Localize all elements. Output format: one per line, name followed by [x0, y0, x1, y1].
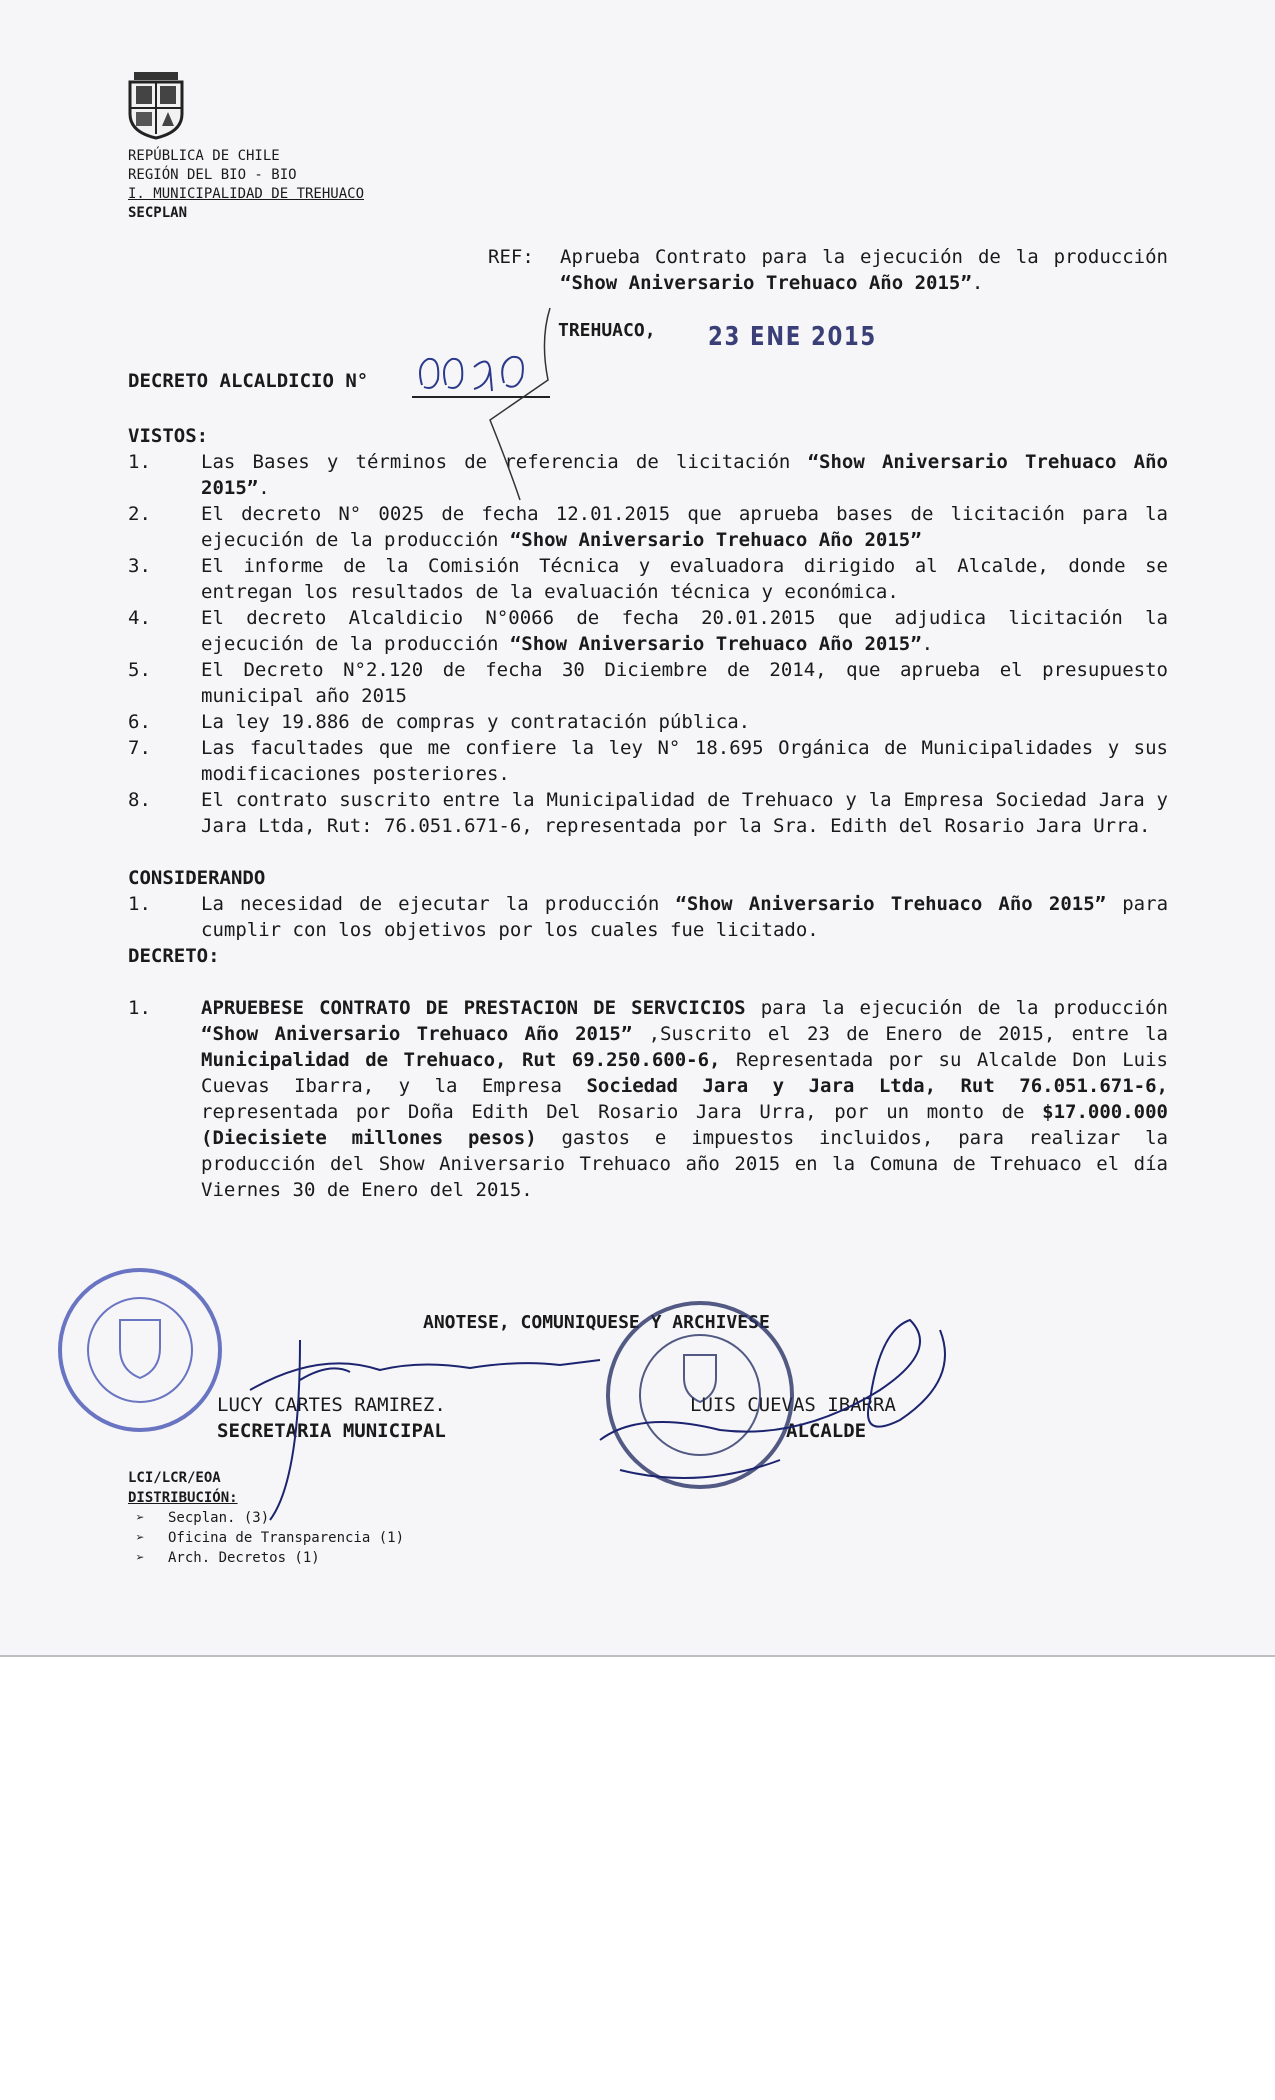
reference-label: REF:: [488, 246, 534, 268]
list-item: 1. La necesidad de ejecutar la producción “Show Aniversario Trehuaco Año 2015” para cumplir con los objetivos por los cuales fue licitado.: [128, 893, 1169, 941]
decreto-title: DECRETO:: [128, 945, 220, 967]
distribution-list: [128, 1508, 404, 1568]
list-item: 1. Las Bases y términos de referencia de licitación “Show Aniversario Trehuaco Año 2015”.: [128, 451, 1168, 499]
considerando-title: CONSIDERANDO: [128, 867, 266, 889]
list-item: 4. El decreto Alcaldicio N°0066 de fecha 20.01.2015 que adjudica licitación la ejecución de la producción “Show Aniversario Trehuaco Año 2015”.: [128, 607, 1168, 655]
list-item: 3. El informe de la Comisión Técnica y evaluadora dirigido al Alcalde, donde se entregan los resultados de la evaluación técnica y económica.: [128, 555, 1168, 603]
list-item: 5. El Decreto N°2.120 de fecha 30 Diciembre de 2014, que aprueba el presupuesto municipal año 2015: [128, 659, 1168, 707]
header-line-department: SECPLAN: [128, 205, 188, 221]
coat-of-arms-icon: [124, 70, 188, 140]
arrow-bullet-icon: ➢: [136, 1530, 145, 1546]
closing-formula: ANOTESE, COMUNIQUESE Y ARCHIVESE: [423, 1312, 770, 1333]
reference-text: Aprueba Contrato para la ejecución de la producción “Show Aniversario Trehuaco Año 2015”.: [560, 246, 1168, 294]
initials: LCI/LCR/EOA: [128, 1470, 221, 1486]
arrow-bullet-icon: ➢: [136, 1510, 145, 1526]
place-label: TREHUACO,: [558, 320, 656, 341]
list-item: 2. El decreto N° 0025 de fecha 12.01.2015 que aprueba bases de licitación para la ejecución de la producción “Show Aniversario Trehuaco Año 2015”: [128, 503, 1168, 551]
distribution-item: ➢ Oficina de Transparencia (1): [136, 1530, 405, 1546]
vistos-list: [128, 449, 1168, 839]
secretary-seal-stamp: [60, 1270, 220, 1430]
mayor-name: LUIS CUEVAS IBARRA: [690, 1394, 896, 1416]
mayor-title: ALCALDE: [786, 1420, 867, 1442]
header-line-country: REPÚBLICA DE CHILE: [128, 148, 280, 164]
decree-number-label: DECRETO ALCALDICIO N°: [128, 370, 369, 392]
header-line-region: REGIÓN DEL BIO - BIO: [128, 167, 297, 183]
arrow-bullet-icon: ➢: [136, 1550, 145, 1566]
header-line-municipality: I. MUNICIPALIDAD DE TREHUACO: [128, 186, 365, 202]
list-item: 8. El contrato suscrito entre la Municipalidad de Trehuaco y la Empresa Sociedad Jara y Jara Ltda, Rut: 76.051.671-6, representada por la Sra. Edith del Rosario Jara Urra.: [128, 789, 1168, 837]
list-item: 6. La ley 19.886 de compras y contratación pública.: [128, 711, 751, 733]
distribution-block: [128, 1468, 404, 1568]
signature-secretary: [217, 1392, 446, 1444]
decreto-item: 1. APRUEBESE CONTRATO DE PRESTACION DE SERVCICIOS para la ejecución de la producción “Show Aniversario Trehuaco Año 2015” ,Suscrito el 23 de Enero de 2015, entre la Municipalidad de Trehuaco, Rut 69.250.600-6, Representada por su Alcalde Don Luis Cuevas Ibarra, y la Empresa Sociedad Jara y Jara Ltda, Rut 76.051.671-6, representada por Doña Edith Del Rosario Jara Urra, por un monto de $17.000.000 (Diecisiete millones pesos) gastos e impuestos incluidos, para realizar la producción del Show Aniversario Trehuaco año 2015 en la Comuna de Trehuaco el día Viernes 30 de Enero del 2015.: [128, 997, 1168, 1201]
vistos-section: [128, 423, 1168, 1203]
distribution-item: ➢ Arch. Decretos (1): [136, 1550, 320, 1566]
date-stamp: 23 ENE 2015: [708, 322, 877, 352]
vistos-title: VISTOS:: [128, 425, 209, 447]
distribution-item: ➢ Secplan. (3): [136, 1510, 270, 1526]
reference-block: [488, 244, 1168, 296]
secretary-name: LUCY CARTES RAMIREZ.: [217, 1394, 446, 1416]
distribution-title: DISTRIBUCIÓN:: [128, 1490, 238, 1506]
secretary-title: SECRETARIA MUNICIPAL: [217, 1420, 446, 1442]
handwritten-decree-number: [412, 345, 557, 400]
signature-mayor: [690, 1392, 896, 1444]
list-item: 7. Las facultades que me confiere la ley N° 18.695 Orgánica de Municipalidades y sus modificaciones posteriores.: [128, 737, 1168, 785]
institution-header: [128, 147, 364, 223]
